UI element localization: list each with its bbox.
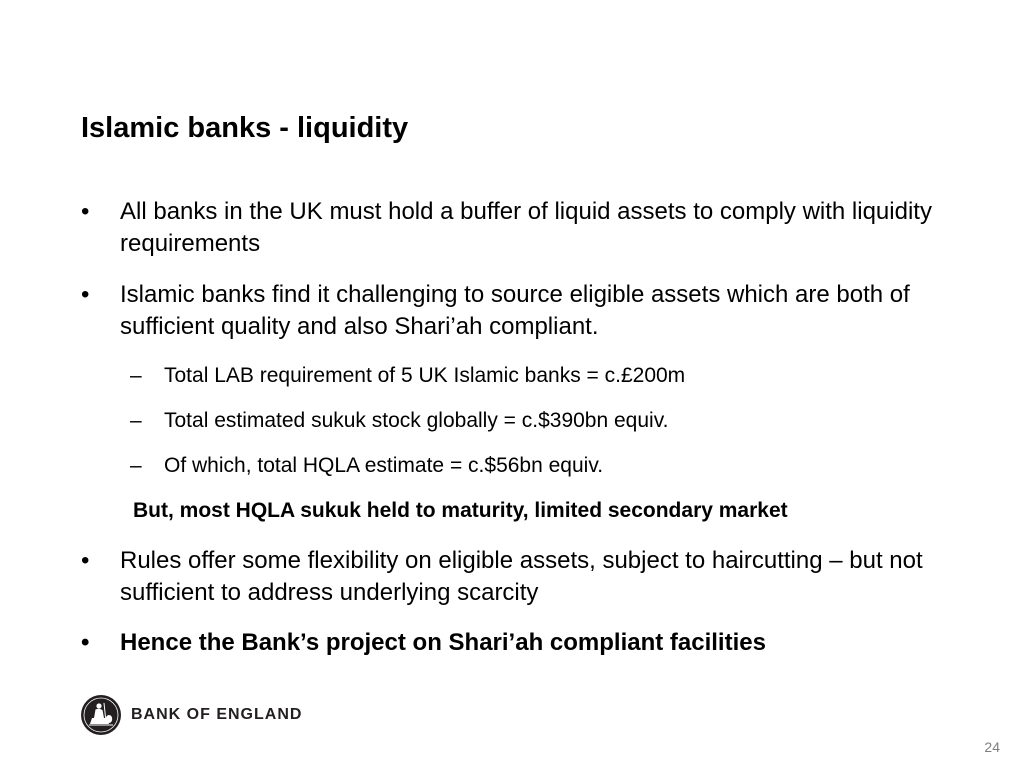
sub-bullet-item — [130, 452, 603, 480]
bullet-item — [81, 196, 961, 260]
bullet-item — [81, 279, 961, 343]
sub-bullet-item — [130, 407, 668, 435]
page-number: 24 — [984, 739, 1000, 755]
bullet-text: All banks in the UK must hold a buffer of liquid assets to comply with liquidity requirements — [120, 198, 932, 257]
britannia-seal-icon — [80, 694, 122, 736]
bullet-marker: • — [81, 547, 90, 574]
dash-marker: – — [130, 454, 142, 477]
bold-note: But, most HQLA sukuk held to maturity, limited secondary market — [133, 499, 788, 522]
bank-of-england-logo — [80, 693, 302, 737]
bullet-item — [81, 545, 961, 609]
dash-marker: – — [130, 409, 142, 432]
sub-bullet-text: Of which, total HQLA estimate = c.$56bn equiv. — [164, 454, 604, 477]
sub-bullet-text: Total LAB requirement of 5 UK Islamic banks = c.£200m — [164, 364, 686, 387]
bullet-marker: • — [81, 629, 90, 656]
logo-text: BANK OF ENGLAND — [131, 706, 303, 723]
bullet-marker: • — [81, 198, 90, 225]
bullet-text: Hence the Bank’s project on Shari’ah compliant facilities — [120, 629, 766, 656]
bullet-marker: • — [81, 281, 90, 308]
bullet-item — [81, 627, 961, 659]
sub-bullet-text: Total estimated sukuk stock globally = c.$390bn equiv. — [164, 409, 669, 432]
sub-bullet-item — [130, 362, 685, 390]
bullet-text: Rules offer some flexibility on eligible assets, subject to haircutting – but not sufficient to address underlying scarcity — [120, 547, 923, 606]
slide-title: Islamic banks - liquidity — [81, 112, 409, 144]
dash-marker: – — [130, 364, 142, 387]
bullet-text: Islamic banks find it challenging to source eligible assets which are both of sufficient quality and also Shari’ah compliant. — [120, 281, 910, 340]
